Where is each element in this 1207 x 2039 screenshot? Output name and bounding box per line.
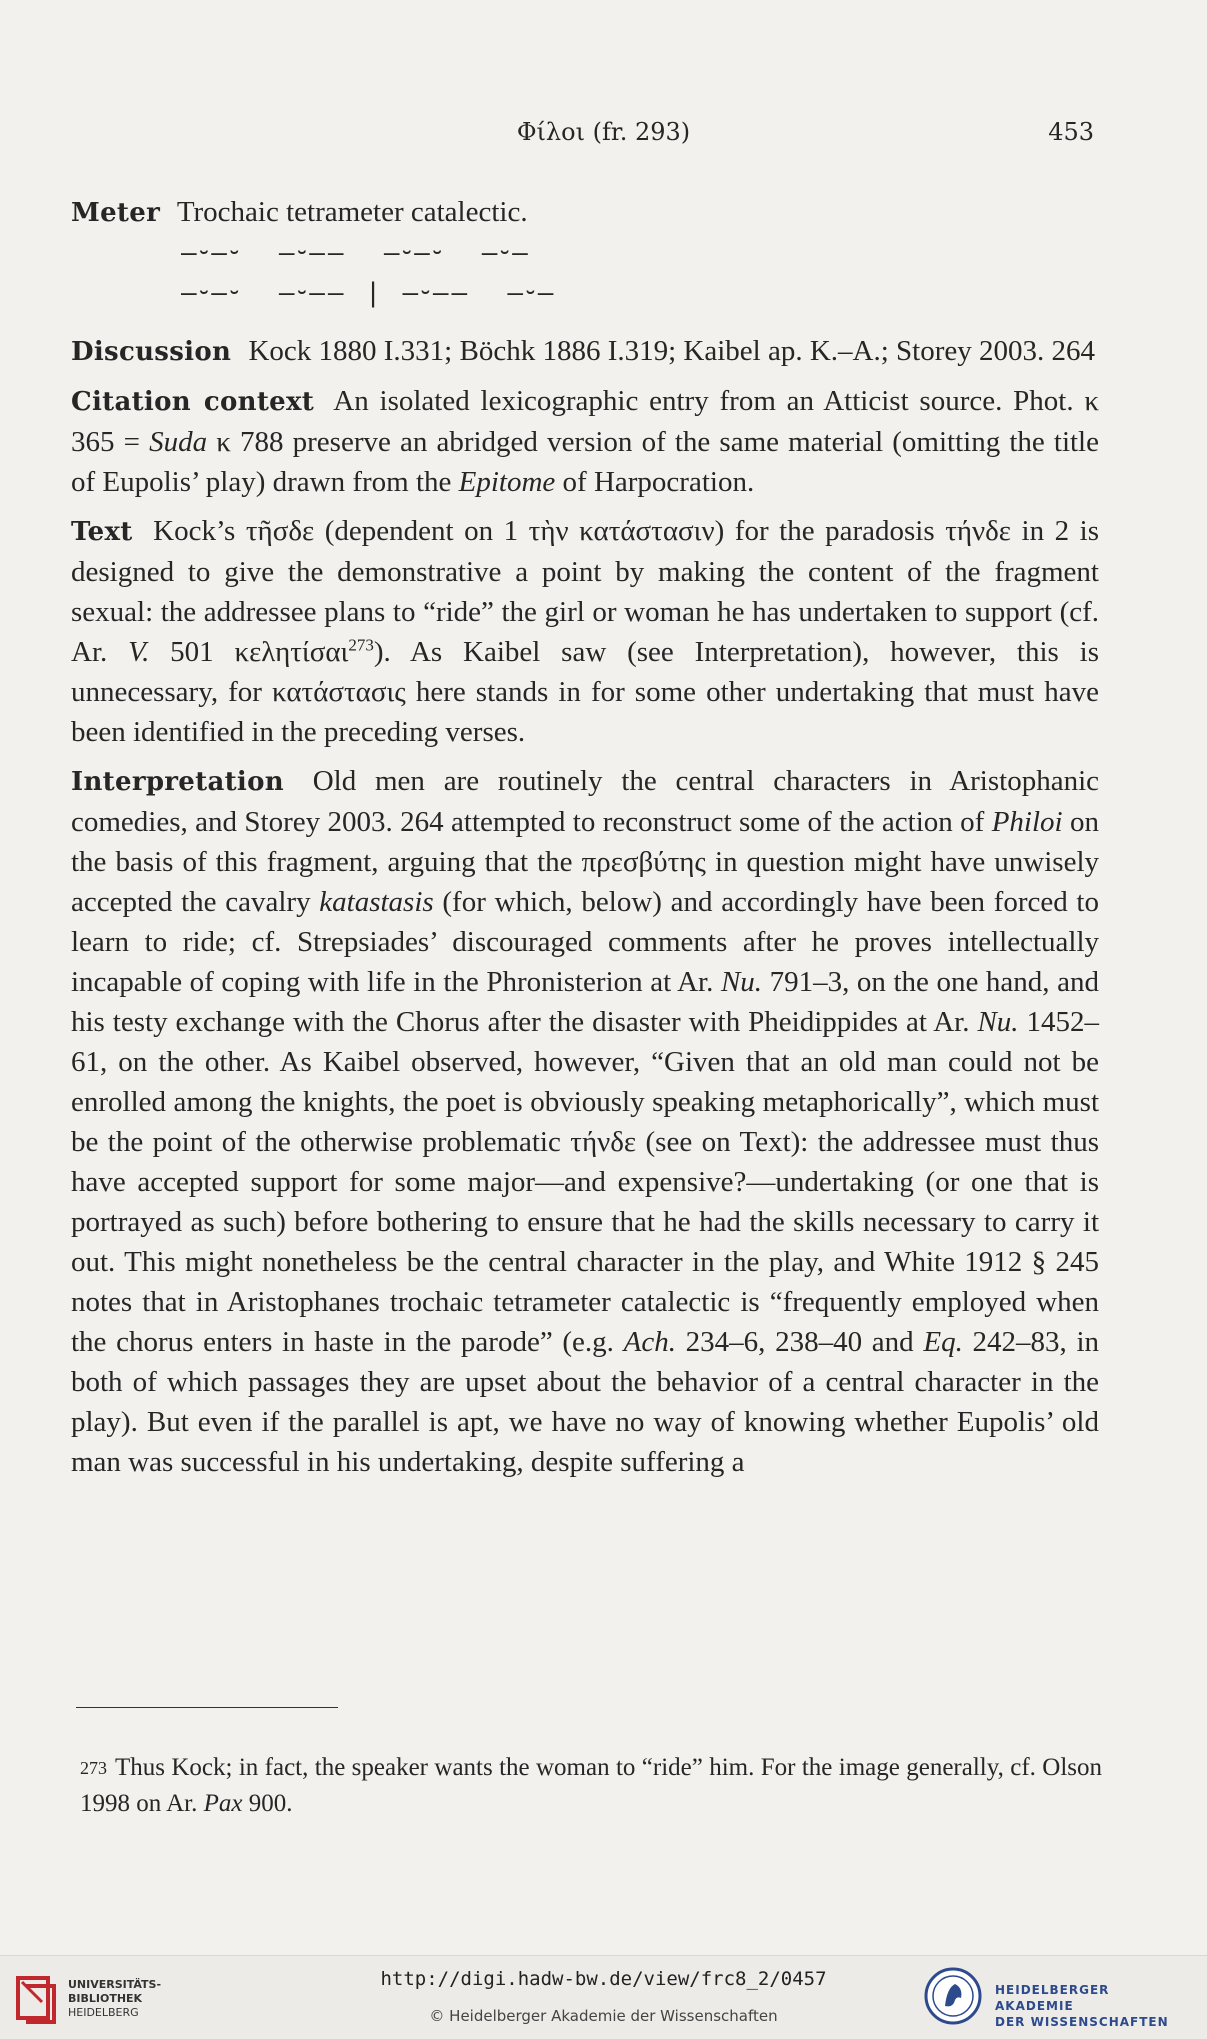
footnote-number: 273 bbox=[80, 1758, 107, 1778]
italic-suda: Suda bbox=[149, 426, 208, 458]
interpretation-section: Interpretation Old men are routinely the central characters in Aristophanic comedies, and Storey 2003. 264 attempted to reconstruct some of the action of Philoi on the basis of this fragment, arguing that the πρεσβύτης in question might have unwisely accepted the cavalry katastasis (for which, below) and accordingly have been forced to learn to ride; cf. Strepsiades’ discouraged comments after he proves intellectually incapable of coping with life in the Phronisterion at Ar. Nu. 791–3, on the one hand, and his testy exchange with the Chorus after the disaster with Pheidippides at Ar. Nu. 1452–61, on the other. As Kaibel observed, however, “Given that an old man could not be enrolled among the knights, the poet is obviously speaking metaphorically”, which must be the point of the otherwise problematic τήνδε (see on Text): the addressee must thus have accepted support for some major—and expensive?—undertaking (or one that is portrayed as such) before bothering to ensure that he had the skills necessary to carry it out. This might nonetheless be the central character in the play, and White 1912 § 245 notes that in Aristophanes trochaic tetrameter catalectic is “frequently employed when the chorus enters in haste in the parode” (e.g. Ach. 234–6, 238–40 and Eq. 242–83, in both of which passages they are upset about the behavior of a central character in the play). But even if the parallel is apt, we have no way of knowing whether Eupolis’ old man was successful in his undertaking, despite suffering a bbox=[71, 765, 1100, 1478]
footnote-ref-273[interactable]: 273 bbox=[348, 635, 374, 655]
running-title: Φίλοι (fr. 293) bbox=[516, 118, 691, 146]
metrical-scheme-line-2: –⏑–⏑ –⏑–– | –⏑–– –⏑– bbox=[181, 278, 557, 308]
copyright-notice: © Heidelberger Akademie der Wissenschaften bbox=[429, 2007, 778, 2025]
italic-katastasis: katastasis bbox=[319, 886, 434, 918]
permalink-url[interactable]: http://digi.hadw-bw.de/view/frc8_2/0457 bbox=[380, 1968, 827, 1990]
discussion-section bbox=[71, 331, 1099, 372]
viewer-footer bbox=[0, 1955, 1207, 2039]
meter-section bbox=[71, 192, 1099, 313]
interpretation-label: Interpretation bbox=[71, 767, 284, 797]
footnote-divider bbox=[76, 1707, 338, 1708]
citation-context-section: Citation context An isolated lexicographic entry from an Atticist source. Phot. κ 365 = Suda κ 788 preserve an abridged version of the same material (omitting the title of Eupolis’ play) drawn from the Epitome of Harpocration. bbox=[71, 385, 1099, 498]
commentary-body bbox=[71, 192, 1099, 1491]
metrical-scheme-line-1: –⏑–⏑ –⏑–– –⏑–⏑ –⏑– bbox=[181, 238, 531, 268]
ub-logo-text: UNIVERSITÄTS- BIBLIOTHEK HEIDELBERG bbox=[68, 1978, 162, 2019]
italic-philoi: Philoi bbox=[991, 806, 1063, 838]
hadw-logo[interactable] bbox=[923, 1966, 1193, 2030]
meter-label: Meter bbox=[71, 198, 161, 228]
text-section: Text Kock’s τῆσδε (dependent on 1 τὴν κατάστασιν) for the paradosis τήνδε in 2 is designed to give the demonstrative a point by making the content of the fragment sexual: the addressee plans to “ride” the girl or woman he has undertaken to support (cf. Ar. V. 501 κελητίσαι$^{273}$). As Kaibel saw (see Interpretation), however, this is unnecessary, for κατάστασις here stands in for some other undertaking that must have been identified in the preceding verses. bbox=[71, 515, 1099, 748]
discussion-text: Kock 1880 I.331; Böchk 1886 I.319; Kaibel ap. K.–A.; Storey 2003. 264 bbox=[248, 335, 1095, 367]
meter-text: Trochaic tetrameter catalectic. bbox=[176, 196, 528, 228]
text-label: Text bbox=[71, 517, 133, 547]
footnote-273: $^{273}$ Thus Kock; in fact, the speaker wants the woman to “ride” him. For the image generally, cf. Olson 1998 on Ar. Pax 900. bbox=[80, 1754, 1102, 1817]
hadw-logo-text: HEIDELBERGER AKADEMIE DER WISSENSCHAFTEN bbox=[995, 1983, 1169, 2029]
citation-context-label: Citation context bbox=[71, 387, 315, 417]
academy-seal-icon bbox=[923, 1966, 983, 2026]
page-number: 453 bbox=[1048, 118, 1094, 146]
running-header bbox=[0, 118, 1207, 158]
italic-epitome: Epitome bbox=[458, 466, 556, 498]
italic-pax: Pax bbox=[203, 1790, 243, 1817]
discussion-label: Discussion bbox=[71, 337, 232, 367]
